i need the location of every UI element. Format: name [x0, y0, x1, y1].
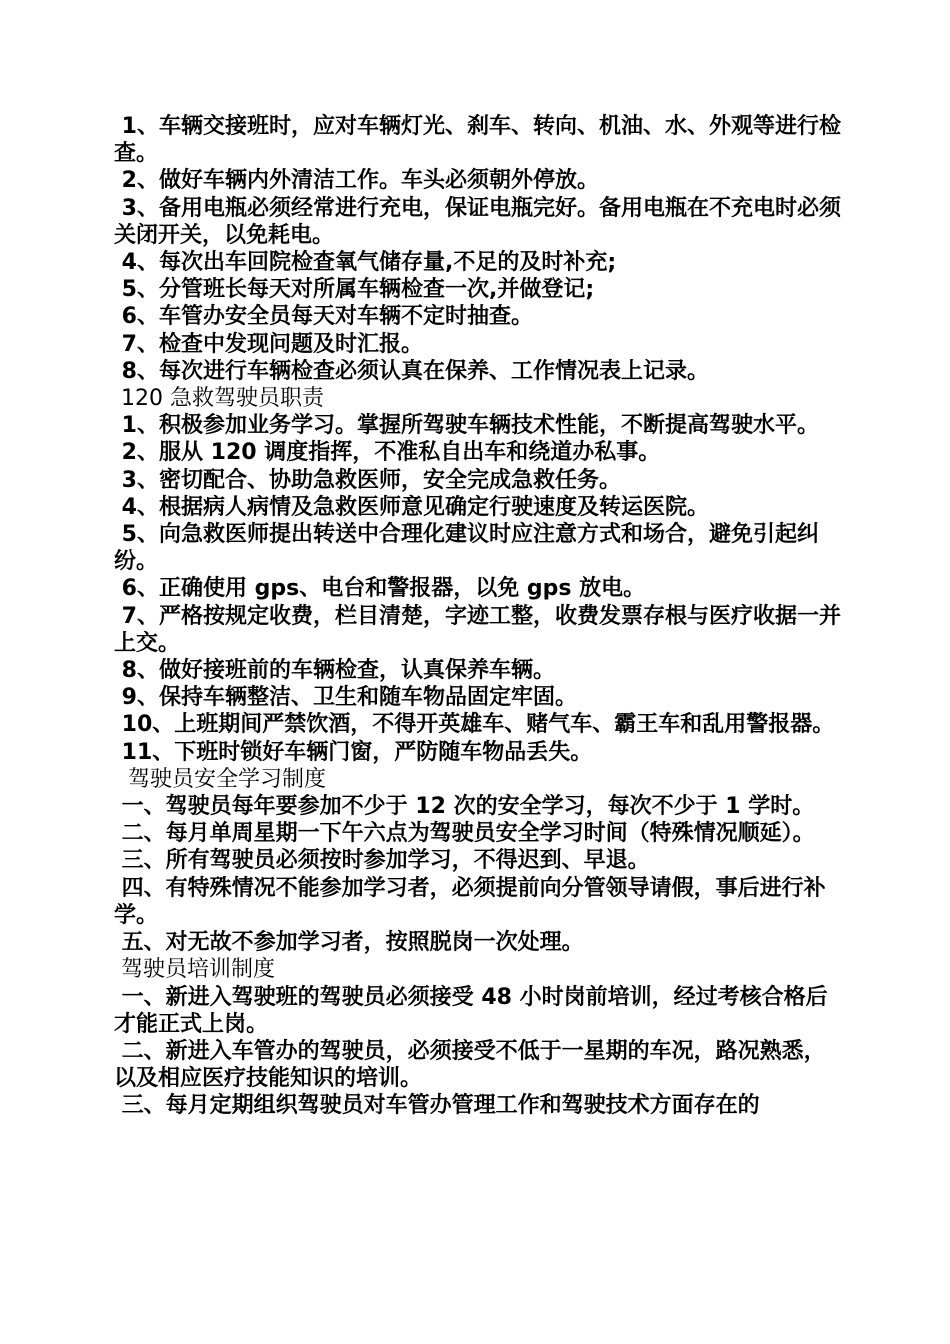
rule-item: 3、密切配合、协助急救医师，安全完成急救任务。 [114, 467, 621, 493]
rule-item: 11、下班时锁好车辆门窗，严防随车物品丢失。 [114, 739, 593, 765]
section-heading: 驾驶员安全学习制度 [114, 766, 327, 792]
rule-item: 6、车管办安全员每天对车辆不定时抽查。 [114, 304, 533, 330]
rule-item: 1、车辆交接班时，应对车辆灯光、刹车、转向、机油、水、外观等进行检查。 [114, 114, 841, 167]
rule-item: 1、积极参加业务学习。掌握所驾驶车辆技术性能，不断提高驾驶水平。 [114, 413, 819, 439]
rule-item: 五、对无故不参加学习者，按照脱岗一次处理。 [114, 930, 584, 956]
rule-item: 5、分管班长每天对所属车辆检查一次,并做登记; [114, 277, 595, 303]
rule-item: 一、驾驶员每年要参加不少于 12 次的安全学习，每次不少于 1 学时。 [114, 794, 815, 820]
rule-item: 8、每次进行车辆检查必须认真在保养、工作情况表上记录。 [114, 358, 709, 384]
rule-item: 6、正确使用 gps、电台和警报器，以免 gps 放电。 [114, 576, 646, 602]
rule-item: 四、有特殊情况不能参加学习者，必须提前向分管领导请假，事后进行补学。 [114, 875, 826, 928]
rule-item: 三、每月定期组织驾驶员对车管办管理工作和驾驶技术方面存在的 [114, 1093, 760, 1119]
rule-item: 8、做好接班前的车辆检查，认真保养车辆。 [114, 658, 555, 684]
rule-item: 4、根据病人病情及急救医师意见确定行驶速度及转运医院。 [114, 494, 709, 520]
rule-item: 一、新进入驾驶班的驾驶员必须接受 48 小时岗前培训，经过考核合格后才能正式上岗。 [114, 984, 828, 1037]
section-heading: 驾驶员培训制度 [114, 957, 276, 983]
rule-item: 4、每次出车回院检查氧气储存量,不足的及时补充; [114, 250, 617, 276]
rule-item: 3、备用电瓶必须经常进行充电，保证电瓶完好。备用电瓶在不充电时必须关闭开关，以免耗电。 [114, 195, 841, 248]
rule-item: 2、做好车辆内外清洁工作。车头必须朝外停放。 [114, 168, 599, 194]
rule-item: 二、新进入车管办的驾驶员，必须接受不低于一星期的车况，路况熟悉，以及相应医疗技能知识的培训。 [114, 1038, 826, 1092]
document-body [114, 113, 844, 1120]
rule-item: 10、上班期间严禁饮酒，不得开英雄车、赌气车、霸王车和乱用警报器。 [114, 712, 835, 738]
rule-item: 三、所有驾驶员必须按时参加学习，不得迟到、早退。 [114, 848, 650, 874]
rule-item: 5、向急救医师提出转送中合理化建议时应注意方式和场合，避免引起纠纷。 [114, 522, 819, 575]
rule-item: 7、检查中发现问题及时汇报。 [114, 331, 423, 357]
section-heading: 120 急救驾驶员职责 [114, 386, 324, 412]
rule-item: 7、严格按规定收费，栏目清楚，字迹工整，收费发票存根与医疗收据一并上交。 [114, 603, 841, 656]
rule-item: 9、保持车辆整洁、卫生和随车物品固定牢固。 [114, 685, 577, 711]
rule-item: 二、每月单周星期一下午六点为驾驶员安全学习时间（特殊情况顺延）。 [114, 821, 815, 847]
rule-item: 2、服从 120 调度指挥，不准私自出车和绕道办私事。 [114, 440, 661, 466]
